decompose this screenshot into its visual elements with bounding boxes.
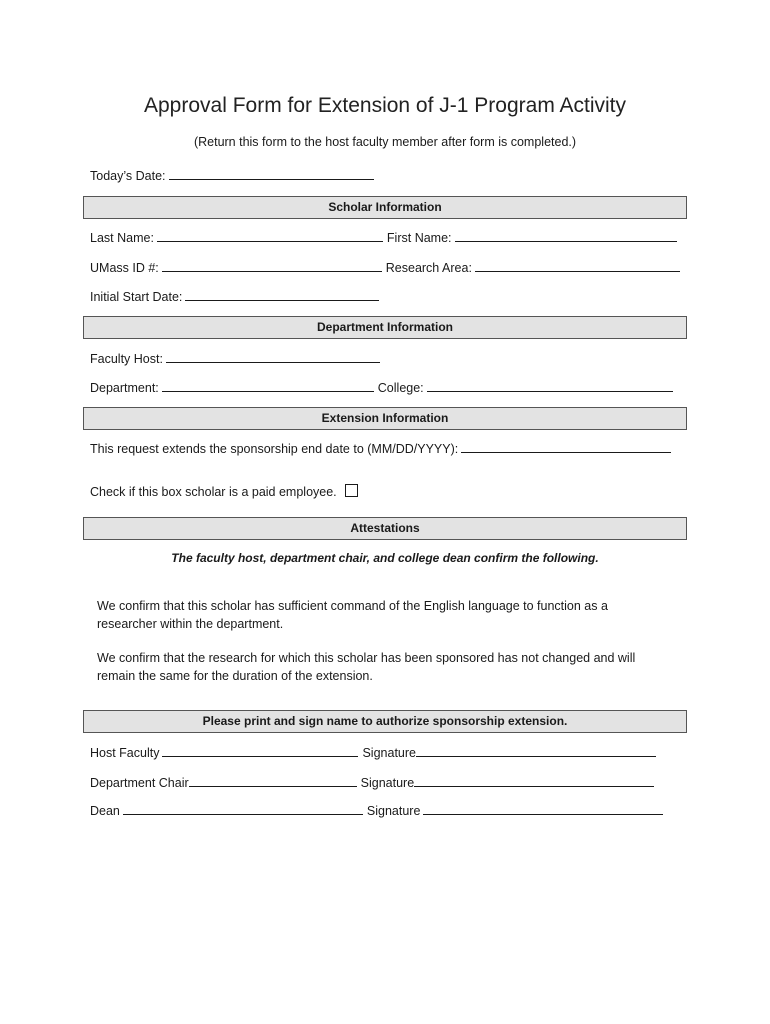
host-faculty-name-field[interactable] bbox=[162, 744, 358, 757]
initial-start-label: Initial Start Date: bbox=[90, 290, 183, 304]
extension-information-header: Extension Information bbox=[83, 407, 687, 430]
first-name-label: First Name: bbox=[386, 231, 452, 245]
host-faculty-signature-field[interactable] bbox=[416, 744, 656, 757]
attestation-note: The faculty host, department chair, and college dean confirm the following. bbox=[171, 551, 599, 565]
faculty-host-label: Faculty Host: bbox=[90, 352, 163, 366]
form-title: Approval Form for Extension of J-1 Program Activity bbox=[143, 94, 626, 117]
initial-start-field[interactable] bbox=[185, 288, 379, 301]
faculty-host-row bbox=[90, 350, 380, 366]
department-chair-label: Department Chair bbox=[90, 776, 189, 790]
attestations-header: Attestations bbox=[83, 517, 687, 540]
last-name-label: Last Name: bbox=[90, 231, 154, 245]
department-chair-signature-label: Signature bbox=[360, 776, 415, 790]
dean-signature-field[interactable] bbox=[423, 802, 663, 815]
dean-row bbox=[90, 802, 663, 818]
college-label: College: bbox=[377, 381, 424, 395]
name-row bbox=[90, 229, 677, 245]
paid-employee-checkbox[interactable] bbox=[345, 484, 358, 497]
end-date-field[interactable] bbox=[461, 440, 671, 453]
end-date-row bbox=[90, 440, 671, 456]
research-area-field[interactable] bbox=[475, 259, 680, 272]
todays-date-label: Today’s Date: bbox=[90, 169, 166, 183]
end-date-label: This request extends the sponsorship end date to (MM/DD/YYYY): bbox=[90, 442, 459, 456]
dean-signature-label: Signature bbox=[366, 804, 421, 818]
research-area-label: Research Area: bbox=[385, 261, 472, 275]
department-row bbox=[90, 379, 673, 395]
department-chair-name-field[interactable] bbox=[189, 774, 357, 787]
dean-label: Dean bbox=[90, 804, 120, 818]
dean-name-field[interactable] bbox=[123, 802, 363, 815]
host-faculty-label: Host Faculty bbox=[90, 746, 160, 760]
attestation-paragraph-1: We confirm that this scholar has sufficient command of the English language to function as a researcher within the department. bbox=[97, 599, 608, 631]
form-subtitle: (Return this form to the host faculty member after form is completed.) bbox=[193, 135, 577, 149]
paid-employee-label: Check if this box scholar is a paid employee. bbox=[90, 485, 337, 499]
scholar-information-header: Scholar Information bbox=[83, 196, 687, 219]
todays-date-row bbox=[90, 167, 374, 183]
department-information-header: Department Information bbox=[83, 316, 687, 339]
todays-date-field[interactable] bbox=[169, 167, 374, 180]
paid-employee-row bbox=[90, 484, 358, 499]
last-name-field[interactable] bbox=[157, 229, 383, 242]
id-row bbox=[90, 259, 680, 275]
umass-id-label: UMass ID #: bbox=[90, 261, 159, 275]
department-chair-row bbox=[90, 774, 654, 790]
department-chair-signature-field[interactable] bbox=[414, 774, 654, 787]
signatures-header: Please print and sign name to authorize sponsorship extension. bbox=[83, 710, 687, 733]
attestation-paragraph-2: We confirm that the research for which this scholar has been sponsored has not changed and will remain the same for the duration of the extension. bbox=[97, 651, 636, 683]
first-name-field[interactable] bbox=[455, 229, 677, 242]
college-field[interactable] bbox=[427, 379, 673, 392]
umass-id-field[interactable] bbox=[162, 259, 382, 272]
host-faculty-signature-label: Signature bbox=[362, 746, 416, 760]
initial-start-row bbox=[90, 288, 379, 304]
department-field[interactable] bbox=[162, 379, 374, 392]
host-faculty-row bbox=[90, 744, 656, 760]
faculty-host-field[interactable] bbox=[166, 350, 380, 363]
department-label: Department: bbox=[90, 381, 159, 395]
